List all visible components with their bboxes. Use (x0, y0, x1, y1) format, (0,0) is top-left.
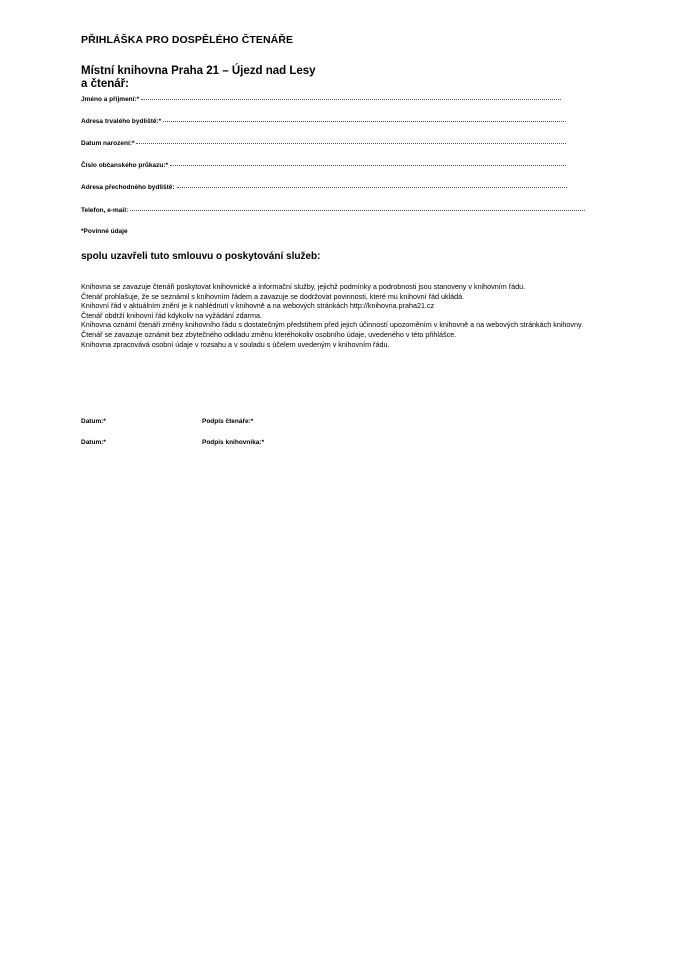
field-name-label: Jméno a příjmení:* (81, 96, 140, 103)
field-birth-date-label: Datum narození:* (81, 140, 135, 147)
field-temporary-address-label: Adresa přechodného bydliště: (81, 184, 175, 191)
field-permanent-address-line[interactable] (163, 116, 566, 122)
date-label: Datum:* (81, 439, 106, 446)
required-note: *Povinné údaje (81, 228, 128, 235)
paragraph: Čtenář prohlašuje, že se seznámil s knihovním řádem a zavazuje se dodržovat povinnosti, které mu knihovní řád ukládá. (81, 291, 465, 301)
library-heading (81, 65, 316, 91)
paragraph: Čtenář se zavazuje oznámit bez zbytečného odkladu změnu kteréhokoliv osobního údaje, uvedeného v této přihlášce. (81, 329, 457, 339)
field-permanent-address[interactable] (81, 117, 566, 125)
paragraph: Knihovna oznámí čtenáři změny knihovního řádu s dostatečným předstihem před jejich účinností upozorněním v knihovně a na webových stránkách knihovny. (81, 320, 584, 330)
field-name-line[interactable] (141, 94, 561, 100)
library-name: Místní knihovna Praha 21 – Újezd nad Lesy (81, 65, 316, 77)
contract-text (81, 282, 601, 349)
and-reader-label: a čtenář: (81, 78, 129, 90)
paragraph: Knihovní řád v aktuálním znění je k nahlédnutí v knihovně a na webových stránkách http://knihovna.praha21.cz (81, 301, 435, 311)
paragraph: Čtenář obdrží knihovní řád kdykoliv na vyžádání zdarma. (81, 310, 262, 320)
field-birth-date-line[interactable] (136, 138, 566, 144)
paragraph: Knihovna zpracovává osobní údaje v rozsahu a v souladu s účelem uvedeným v knihovním řádu. (81, 339, 390, 349)
contract-heading: spolu uzavřeli tuto smlouvu o poskytování služeb: (81, 251, 321, 262)
form-title: PŘIHLÁŠKA PRO DOSPĚLÉHO ČTENÁŘE (81, 34, 294, 46)
field-id-card-label: Číslo občanského průkazu:* (81, 162, 169, 169)
field-contact-line[interactable] (130, 205, 585, 211)
field-contact-label: Telefon, e-mail: (81, 207, 129, 214)
field-temporary-address[interactable] (81, 183, 567, 191)
field-birth-date[interactable] (81, 139, 566, 147)
field-id-card[interactable] (81, 161, 566, 169)
reader-signature-label: Podpis čtenáře:* (202, 418, 254, 425)
field-id-card-line[interactable] (170, 160, 566, 166)
librarian-signature-label: Podpis knihovníka:* (202, 439, 265, 446)
field-name[interactable] (81, 95, 561, 103)
field-temporary-address-line[interactable] (177, 182, 567, 188)
date-label: Datum:* (81, 418, 106, 425)
field-permanent-address-label: Adresa trvalého bydliště:* (81, 118, 162, 125)
paragraph: Knihovna se zavazuje čtenáři poskytovat knihovnické a informační služby, jejichž podmínky a podrobnosti jsou stanoveny v knihovním řádu. (81, 282, 526, 291)
field-contact[interactable] (81, 206, 585, 214)
